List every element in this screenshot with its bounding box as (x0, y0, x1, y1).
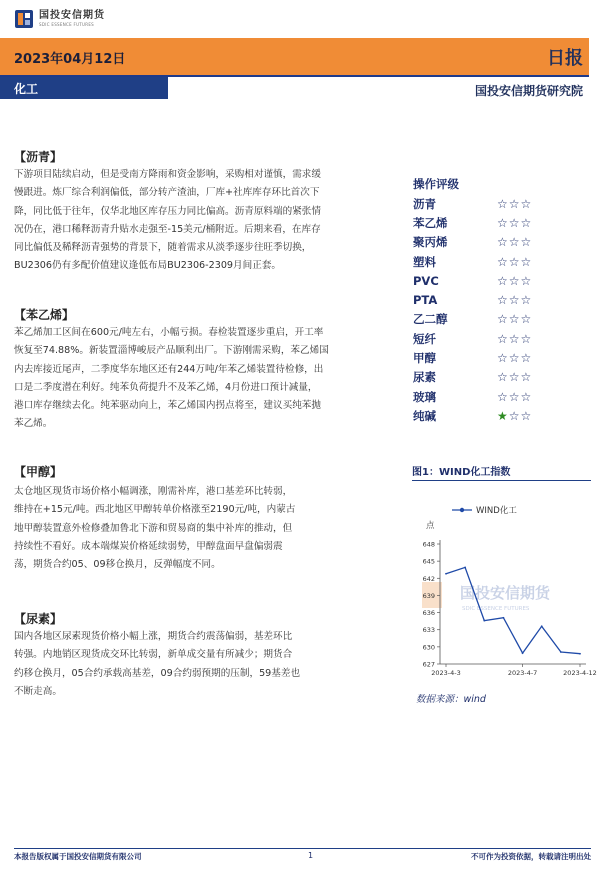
text-line: 维持在+15元/吨。西北地区甲醇转单价格涨至2190元/吨，内蒙古 (14, 504, 296, 516)
filled-star-icon: ★ (497, 408, 509, 423)
empty-star-icon: ☆ (520, 370, 533, 385)
data-point (541, 625, 543, 627)
text-line: 内去库接近尾声，二季度华东地区还有244万吨/年苯乙烯装置待检修，出 (14, 363, 324, 375)
footer-copyright: 本报告版权属于国投安信期货有限公司 (14, 852, 142, 861)
empty-star-icon: ☆ (520, 408, 533, 423)
empty-star-icon: ☆ (520, 254, 533, 269)
rating-stars (497, 332, 532, 346)
empty-star-icon: ☆ (520, 196, 533, 211)
section-title-asphalt: 【沥青】 (14, 150, 63, 164)
empty-star-icon: ☆ (497, 196, 509, 211)
report-date: 2023年04月12日 (14, 52, 126, 67)
text-line: 苯乙烯。 (14, 418, 53, 430)
text-line: 地甲醇装置意外检修叠加鲁北下游和贸易商的集中补库的推动，但 (14, 522, 293, 534)
text-line: 苯乙烯加工区间在600元/吨左右，小幅亏损。春检装置逐步重启，开工率 (14, 327, 324, 338)
empty-star-icon: ☆ (508, 293, 521, 308)
section-title-methanol: 【甲醇】 (14, 465, 63, 479)
empty-star-icon: ☆ (508, 331, 521, 346)
rating-product-name: PVC (413, 273, 439, 288)
figure-title-bar (412, 462, 591, 481)
empty-star-icon: ☆ (508, 273, 521, 288)
rating-product-name: 聚丙烯 (413, 235, 448, 250)
empty-star-icon: ☆ (508, 351, 521, 366)
company-logo-icon (14, 9, 34, 29)
watermark-text: 国投安信期货 (460, 584, 551, 602)
logo-english-name: SDIC ESSENCE FUTURES (39, 22, 95, 27)
empty-star-icon: ☆ (497, 312, 509, 327)
rating-row (413, 213, 591, 232)
empty-star-icon: ☆ (508, 254, 521, 269)
y-tick-label: 648 (422, 540, 435, 549)
text-line: 太仓地区现货市场价格小幅调涨，刚需补库，港口基差环比转弱， (14, 486, 293, 497)
text-line: 同比偏低及稀释沥青强势的背景下，随着需求从淡季逐步往旺季切换， (14, 242, 312, 254)
text-line: 港口库存继续去化。纯苯驱动向上，苯乙烯国内拐点将至，建议买纯苯抛 (14, 400, 321, 412)
rating-product-name: 沥青 (413, 196, 436, 211)
section-body-styrene (14, 324, 397, 434)
rating-stars (497, 274, 532, 288)
rating-stars (497, 216, 532, 230)
empty-star-icon: ☆ (497, 293, 509, 308)
text-line: 荡，期货合约05、09移仓换月，反弹幅度不同。 (14, 559, 221, 571)
section-body-urea (14, 628, 397, 701)
empty-star-icon: ☆ (497, 235, 509, 250)
empty-star-icon: ☆ (497, 331, 509, 346)
text-line: 口是二季度潜在利好。纯苯负荷提升不及苯乙烯，4月份进口预计减量， (14, 381, 318, 393)
text-line: 况仍在，港口稀释沥青升贴水走强至-15美元/桶附近。后期来看，在库存 (14, 223, 321, 235)
rating-row (413, 348, 591, 367)
y-tick-label: 639 (422, 591, 435, 600)
x-tick-label: 2023-4-3 (431, 669, 461, 677)
section-title-urea: 【尿素】 (14, 612, 63, 626)
rating-list (413, 194, 591, 426)
legend-label: WIND化工 (476, 506, 517, 516)
data-point (579, 653, 581, 655)
empty-star-icon: ☆ (497, 389, 509, 404)
rating-row (413, 271, 591, 290)
x-tick-label: 2023-4-7 (507, 669, 538, 677)
legend-marker (460, 508, 464, 512)
y-tick-label: 642 (422, 574, 435, 583)
x-tick-label: 2023-4-12 (563, 669, 597, 677)
section-body-methanol (14, 483, 397, 574)
footer-disclaimer: 不可作为投资依据，转载请注明出处 (471, 852, 591, 861)
text-line: 转强。内地销区现货成交环比转弱，新单成交量有所减少；期货合 (14, 649, 293, 661)
rating-stars (497, 197, 532, 211)
watermark-english: SDIC ESSENCE FUTURES (462, 606, 530, 612)
text-line: 国内各地区尿素现货价格小幅上涨，期货合约震荡偏弱，基差环比 (14, 631, 293, 642)
rating-stars (497, 390, 532, 404)
section-title-styrene: 【苯乙烯】 (14, 308, 75, 322)
section-body-asphalt (14, 166, 397, 276)
text-line: 下游项目陆续启动，但是受南方降雨和资金影响，采购相对谨慎，需求缓 (14, 169, 321, 180)
empty-star-icon: ☆ (508, 196, 521, 211)
data-point (560, 651, 562, 653)
rating-product-name: PTA (413, 293, 438, 308)
data-source: 数据来源：wind (416, 694, 486, 705)
rating-product-name: 乙二醇 (413, 312, 448, 327)
rating-product-name: 纯碱 (413, 408, 436, 423)
y-tick-label: 645 (422, 557, 435, 566)
empty-star-icon: ☆ (520, 312, 533, 327)
empty-star-icon: ☆ (508, 312, 521, 327)
text-line: 约移仓换月，05合约承载高基差，09合约弱预期的压制，59基差也 (14, 667, 301, 679)
text-line: 持续性不看好。成本端煤炭价格延续弱势，甲醇盘面早盘偏弱震 (14, 540, 283, 552)
rating-row (413, 406, 591, 425)
rating-stars (497, 312, 532, 326)
page-number: 1 (308, 851, 314, 860)
empty-star-icon: ☆ (520, 331, 533, 346)
wind-chemical-index-chart (412, 492, 597, 686)
y-tick-label: 633 (422, 626, 435, 635)
empty-star-icon: ☆ (520, 293, 533, 308)
text-line: BU2306仍有多配价值建议逢低布局BU2306-2309月间正套。 (14, 260, 282, 272)
report-type: 日报 (547, 48, 583, 69)
institute-name: 国投安信期货研究院 (474, 84, 583, 98)
rating-product-name: 尿素 (413, 370, 436, 385)
rating-stars (497, 409, 532, 423)
rating-row (413, 252, 591, 271)
rating-row (413, 368, 591, 387)
data-point (445, 573, 447, 575)
y-axis-label: 点 (426, 521, 435, 531)
empty-star-icon: ☆ (497, 215, 509, 230)
y-tick-label: 630 (422, 643, 435, 652)
empty-star-icon: ☆ (508, 215, 521, 230)
data-point (464, 567, 466, 569)
rating-row (413, 310, 591, 329)
empty-star-icon: ☆ (520, 351, 533, 366)
rating-row (413, 387, 591, 406)
empty-star-icon: ☆ (508, 370, 521, 385)
rating-stars (497, 370, 532, 384)
sector-label: 化工 (14, 82, 39, 96)
text-line: 降，同比低于往年，仅华北地区库存压力同比偏高。沥青原料端的紧张情 (14, 205, 321, 217)
rating-stars (497, 255, 532, 269)
text-line: 慢跟进。炼厂综合利润偏低，部分转产渣油，厂库+社库库存环比首次下 (14, 187, 320, 199)
rating-stars (497, 351, 532, 365)
rating-stars (497, 293, 532, 307)
rating-product-name: 短纤 (413, 331, 436, 346)
rating-product-name: 甲醇 (413, 351, 436, 366)
logo-name: 国投安信期货 (39, 10, 105, 21)
rating-product-name: 玻璃 (413, 389, 436, 404)
empty-star-icon: ☆ (508, 389, 521, 404)
operation-rating-panel (413, 174, 591, 426)
empty-star-icon: ☆ (497, 273, 509, 288)
text-line: 不断走高。 (14, 685, 62, 697)
y-tick-label: 636 (422, 609, 435, 618)
rating-row (413, 329, 591, 348)
rating-product-name: 苯乙烯 (413, 215, 448, 230)
empty-star-icon: ☆ (508, 408, 521, 423)
y-tick-label: 627 (422, 660, 435, 669)
footer-divider (14, 848, 591, 849)
empty-star-icon: ☆ (497, 370, 509, 385)
data-point (522, 652, 524, 654)
rating-title: 操作评级 (413, 177, 459, 191)
empty-star-icon: ☆ (520, 389, 533, 404)
text-line: 恢复至74.88%。新装置淄博峻辰产品顺利出厂。下游刚需采购，苯乙烯国 (14, 345, 329, 357)
rating-row (413, 233, 591, 252)
figure-title: 图1：WIND化工指数 (412, 467, 511, 478)
rating-product-name: 塑料 (413, 254, 436, 269)
empty-star-icon: ☆ (520, 235, 533, 250)
rating-row (413, 290, 591, 309)
rating-stars (497, 235, 532, 249)
rating-row (413, 194, 591, 213)
empty-star-icon: ☆ (497, 351, 509, 366)
empty-star-icon: ☆ (520, 273, 533, 288)
data-point (483, 620, 485, 622)
empty-star-icon: ☆ (520, 215, 533, 230)
empty-star-icon: ☆ (497, 254, 509, 269)
empty-star-icon: ☆ (508, 235, 521, 250)
company-logo (14, 8, 105, 30)
data-point (503, 617, 505, 619)
